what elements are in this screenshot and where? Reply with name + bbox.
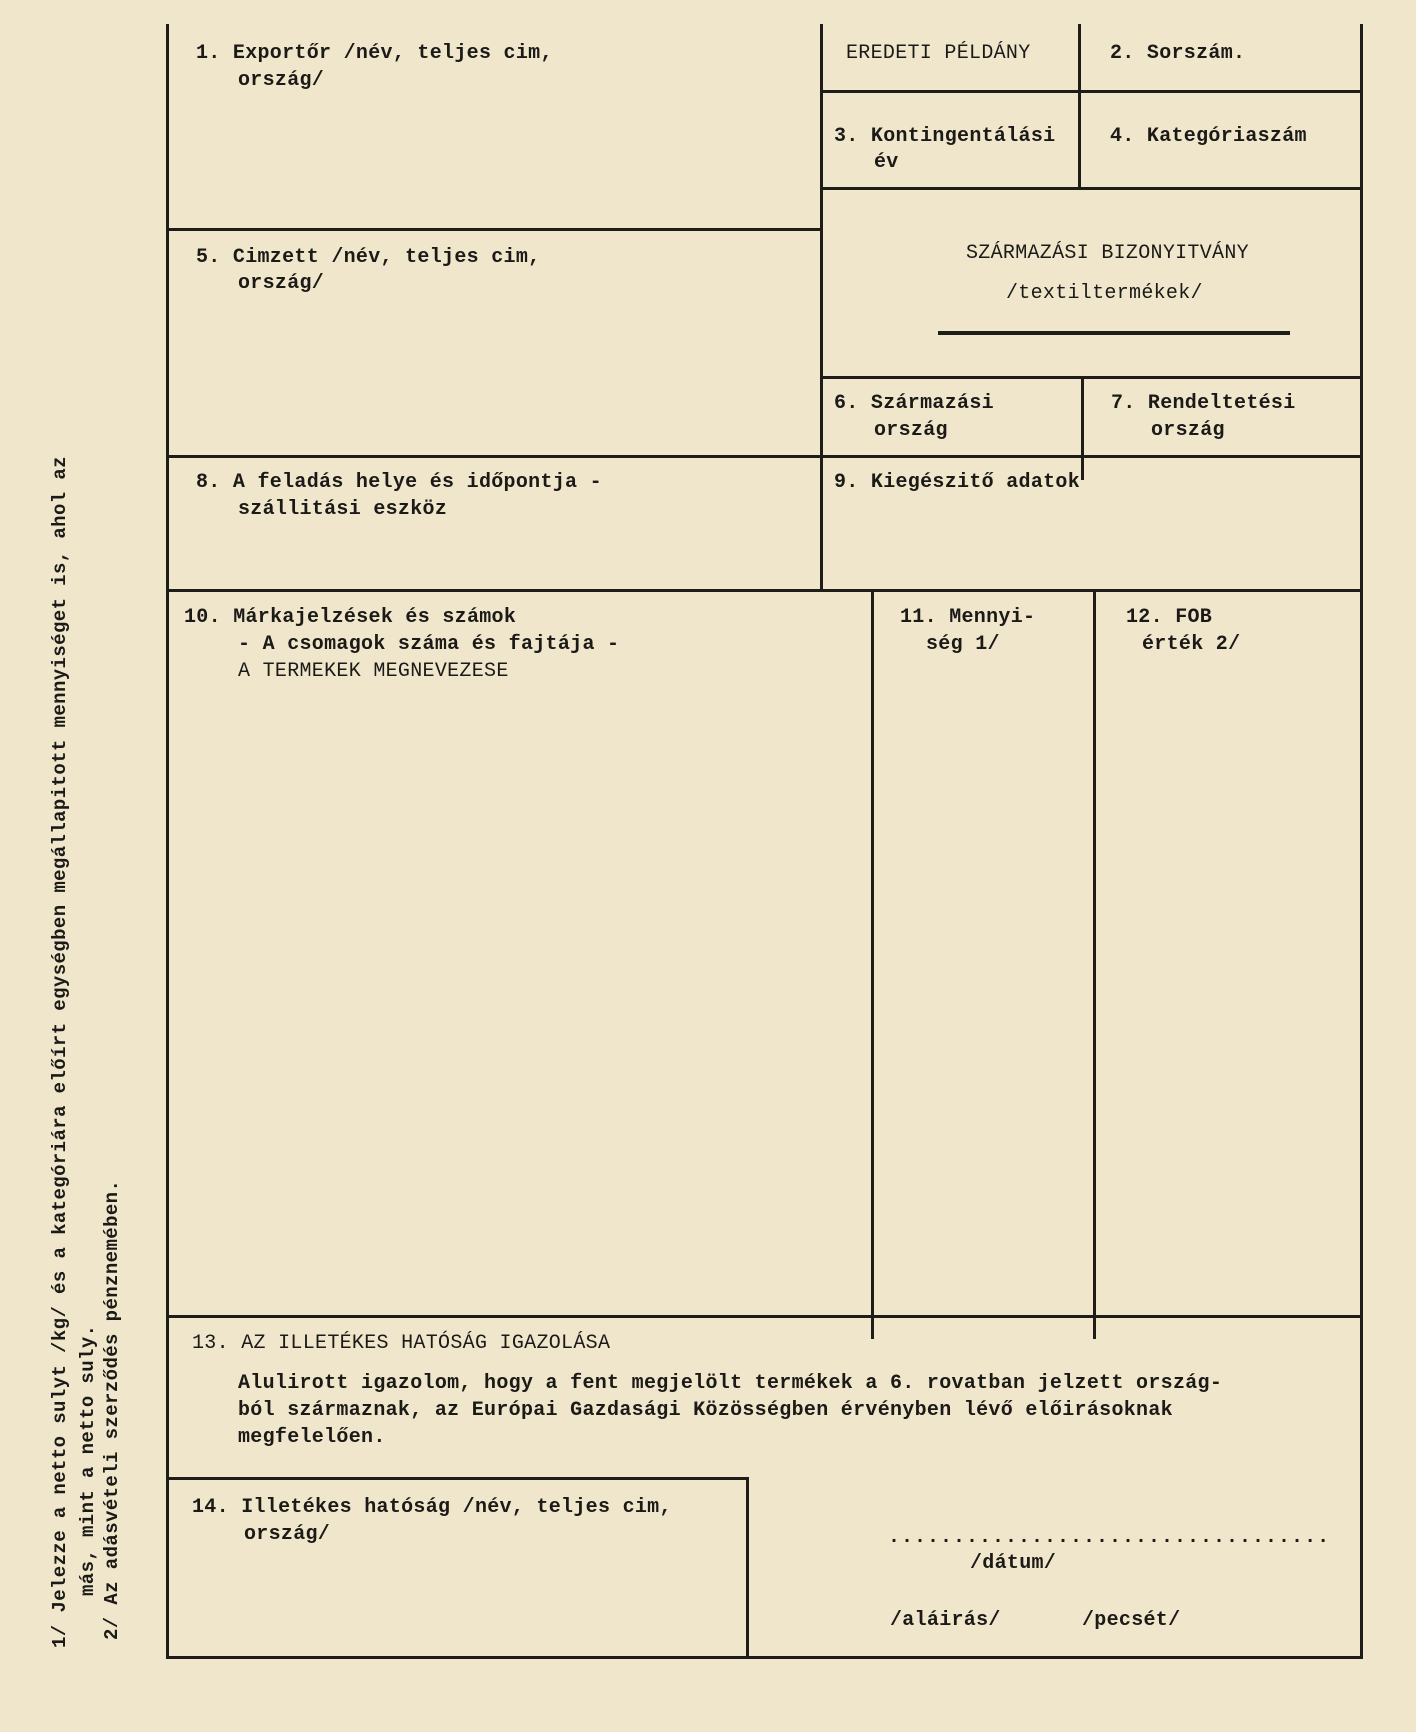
footnote-1-line-2: más, mint a netto suly. xyxy=(77,1324,99,1596)
box-13-text-line-1: Alulirott igazolom, hogy a fent megjelölt termékek a 6. rovatban jelzett ország- xyxy=(238,1372,1223,1395)
box-4-label: 4. Kategóriaszám xyxy=(1110,125,1307,148)
certificate-title: SZÁRMAZÁSI BIZONYITVÁNY xyxy=(966,242,1249,265)
box-13-title: 13. AZ ILLETÉKES HATÓSÁG IGAZOLÁSA xyxy=(192,1332,611,1355)
footnote-1-line-1: 1/ Jelezze a netto sulyt /kg/ és a kategóriára előírt egységben megállapitott mennyiséget is, ahol az xyxy=(49,456,71,1648)
box-9-label: 9. Kiegészitő adatok xyxy=(834,471,1081,494)
box-1-label-line-2: ország/ xyxy=(238,69,325,92)
box-3-label: 3. Kontingentálási xyxy=(834,125,1056,148)
box-2-label: 2. Sorszám. xyxy=(1110,42,1246,65)
box-3-label-line-2: év xyxy=(874,151,899,174)
date-label: /dátum/ xyxy=(970,1552,1057,1575)
certificate-subtitle: /textiltermékek/ xyxy=(1006,282,1203,305)
box-13-text-line-2: ból származnak, az Európai Gazdasági Közösségben érvényben lévő előirásoknak xyxy=(238,1399,1173,1422)
box-5-label-line-2: ország/ xyxy=(238,272,325,295)
box-12-label-line-2: érték 2/ xyxy=(1142,633,1241,656)
date-dotted-line: .................................. xyxy=(888,1526,1331,1549)
box-8-label-line-2: szállitási eszköz xyxy=(238,498,448,521)
box-7-label: 7. Rendeltetési xyxy=(1111,392,1296,415)
box-12-label: 12. FOB xyxy=(1126,606,1213,629)
box-6-label: 6. Származási xyxy=(834,392,994,415)
box-10-label-line-3: A TERMEKEK MEGNEVEZESE xyxy=(238,660,509,683)
box-6-label-line-2: ország xyxy=(874,419,948,442)
box-10-label: 10. Márkajelzések és számok xyxy=(184,606,517,629)
box-13-text-line-3: megfelelően. xyxy=(238,1426,386,1449)
box-14-label-line-2: ország/ xyxy=(244,1523,331,1546)
box-14-label: 14. Illetékes hatóság /név, teljes cim, xyxy=(192,1496,672,1519)
original-copy-label: EREDETI PÉLDÁNY xyxy=(846,42,1031,65)
box-7-label-line-2: ország xyxy=(1151,419,1225,442)
signature-label: /aláirás/ xyxy=(890,1609,1001,1632)
box-11-label-line-2: ség 1/ xyxy=(926,633,1000,656)
stamp-label: /pecsét/ xyxy=(1082,1609,1181,1632)
certificate-form xyxy=(166,24,1363,1659)
box-5-label: 5. Cimzett /név, teljes cim, xyxy=(196,246,541,269)
box-1-label: 1. Exportőr /név, teljes cim, xyxy=(196,42,553,65)
footnote-2: 2/ Az adásvételi szerződés pénznemében. xyxy=(101,1179,123,1640)
box-8-label: 8. A feladás helye és időpontja - xyxy=(196,471,602,494)
box-11-label: 11. Mennyi- xyxy=(900,606,1036,629)
box-10-label-line-2: - A csomagok száma és fajtája - xyxy=(238,633,620,656)
